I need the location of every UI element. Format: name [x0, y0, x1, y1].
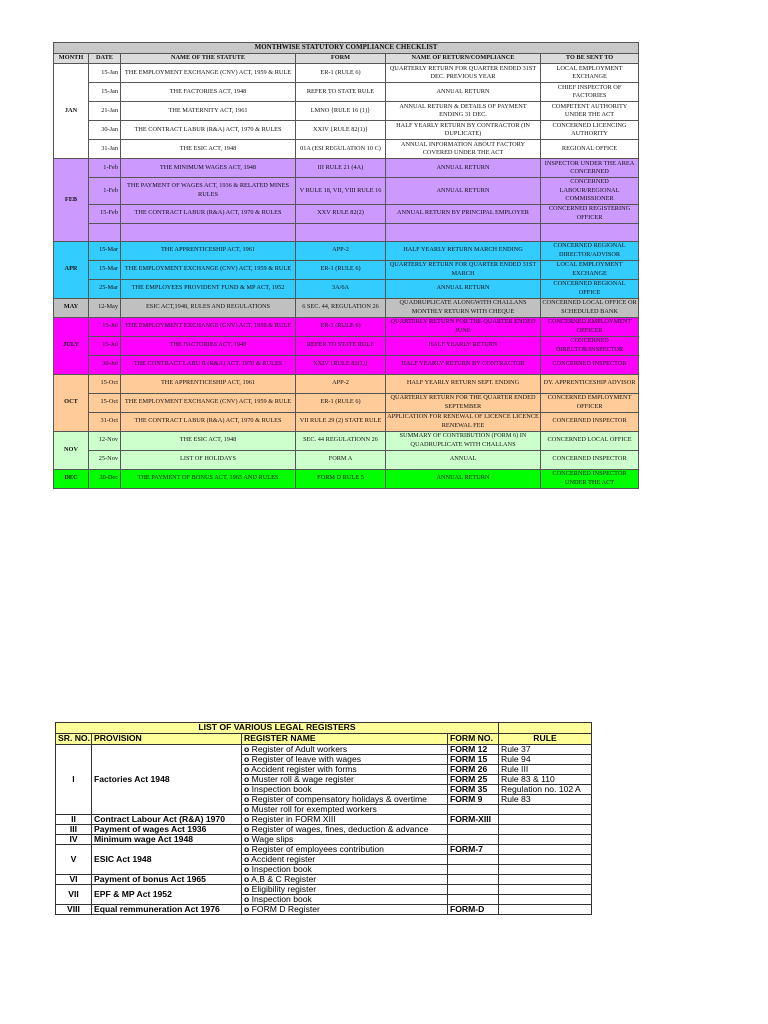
return-cell: ANNUAL RETURN	[386, 83, 541, 102]
rule-cell: Rule 83	[499, 795, 592, 805]
statute-cell: THE EMPLOYEES PROVIDENT FUND & MP ACT, 1952	[121, 279, 296, 298]
provision-cell: Payment of wages Act 1936	[92, 825, 242, 835]
return-cell: QUARTERLY RETURN FOR THE QUARTER ENDED SEPTEMBER	[386, 393, 541, 412]
register-row	[56, 875, 592, 885]
provision-cell: Factories Act 1948	[92, 745, 242, 815]
checklist-row	[54, 355, 639, 374]
register-name-text: Inspection book	[249, 864, 312, 875]
register-name-cell	[242, 815, 448, 825]
send-to-cell: LOCAL EMPLOYMENT EXCHANGE	[541, 260, 639, 279]
register-name-cell	[242, 905, 448, 915]
send-to-cell: LOCAL EMPLOYMENT EXCHANGE	[541, 64, 639, 83]
return-cell: HALF YEARLY RETURN SEPT. ENDING	[386, 374, 541, 393]
send-to-cell: CONCERNED LICENCING AUTHORITY	[541, 121, 639, 140]
checklist-row	[54, 204, 639, 223]
sr-no-cell: IV	[56, 835, 92, 845]
register-name-cell	[242, 755, 448, 765]
rule-cell	[499, 835, 592, 845]
form-cell: 6 SEC. 44, REGULATION 26	[296, 298, 386, 317]
statute-cell	[121, 223, 296, 241]
return-cell: ANNUAL RETURN BY PRINCIPAL EMPLOYER	[386, 204, 541, 223]
statute-cell: THE EMPLOYMENT EXCHANGE (CNV) ACT, 1959 & RULE	[121, 64, 296, 83]
send-to-cell: CONCERNED EMPLOYMENT OFFICER	[541, 317, 639, 336]
send-to-cell: CONCERNED INSPECTOR UNDER THE ACT	[541, 469, 639, 488]
bullet-marker: o	[244, 814, 250, 825]
header-sr-no: SR. NO.	[56, 734, 92, 745]
register-name-cell	[242, 795, 448, 805]
bullet-marker: o	[244, 754, 250, 765]
register-name-text: Wage slips	[249, 834, 294, 845]
rule-cell: Rule 83 & 110	[499, 775, 592, 785]
date-cell: 15-Mar	[89, 241, 121, 260]
checklist-row	[54, 336, 639, 355]
return-cell: SUMMARY OF CONTRIBUTION (FORM 6) IN QUADRUPLICATE WITH CHALLANS	[386, 431, 541, 450]
rule-cell	[499, 885, 592, 895]
register-name-cell	[242, 805, 448, 815]
send-to-cell: CONCERNED LOCAL OFFICE	[541, 431, 639, 450]
send-to-cell: CONCERNED INSPECTOR	[541, 450, 639, 469]
form-cell: VII RULE 29 (2) STATE RULE	[296, 412, 386, 431]
checklist-row	[54, 260, 639, 279]
statute-cell: THE APPRENTICESHIP ACT, 1961	[121, 241, 296, 260]
return-cell: QUARTERLY RETURN FOR QUARTER ENDED 31ST DEC. PREVIOUS YEAR	[386, 64, 541, 83]
month-cell: MAY	[54, 298, 89, 317]
date-cell: 31-Oct	[89, 412, 121, 431]
rule-cell: Rule 94	[499, 755, 592, 765]
form-no-cell: FORM 35	[448, 785, 499, 795]
return-cell: HALF YEARLY RETURN	[386, 336, 541, 355]
statute-cell: THE EMPLOYMENT EXCHANGE (CNV) ACT, 1959 & RULE	[121, 393, 296, 412]
register-name-text: Accident register	[249, 854, 316, 865]
date-cell: 30-Dec	[89, 469, 121, 488]
return-cell: ANNUAL INFORMATION ABOUT FACTORY COVERED UNDER THE ACT	[386, 140, 541, 159]
statute-cell: THE ESIC ACT, 1948	[121, 431, 296, 450]
checklist-row	[54, 83, 639, 102]
checklist-title: MONTHWISE STATUTORY COMPLIANCE CHECKLIST	[54, 43, 639, 54]
bullet-marker: o	[244, 864, 250, 875]
date-cell: 15-Mar	[89, 260, 121, 279]
register-row	[56, 815, 592, 825]
date-cell: 15-Jul	[89, 336, 121, 355]
send-to-cell: CONCERNED LABOUR/REGIONAL COMMISSIONER	[541, 178, 639, 205]
register-name-text: Register of employees contribution	[249, 844, 384, 855]
form-no-cell: FORM-D	[448, 905, 499, 915]
sr-no-cell: II	[56, 815, 92, 825]
header-send-to: TO BE SENT TO	[541, 54, 639, 64]
register-name-text: Muster roll & wage register	[249, 774, 354, 785]
register-row	[56, 825, 592, 835]
form-cell: ER-1 (RULE 6)	[296, 317, 386, 336]
sr-no-cell: I	[56, 745, 92, 815]
form-no-cell: FORM-7	[448, 845, 499, 855]
statute-cell: THE CONTRACT LABU R (R&A) ACT, 1970 & RULES	[121, 355, 296, 374]
send-to-cell: INSPECTOR UNDER THE AREA CONCERNED	[541, 159, 639, 178]
compliance-checklist-table	[53, 42, 639, 489]
checklist-row	[54, 450, 639, 469]
date-cell: 15-Oct	[89, 393, 121, 412]
month-cell: JULY	[54, 317, 89, 374]
send-to-cell: CONCERNED LOCAL OFFICE OR SCHEDULED BANK	[541, 298, 639, 317]
register-name-cell	[242, 875, 448, 885]
register-name-cell	[242, 865, 448, 875]
date-cell: 1-Feb	[89, 159, 121, 178]
return-cell: APPLICATION FOR RENEWAL OF LICENCE LICENCE RENEWAL FEE	[386, 412, 541, 431]
register-name-text: A,B & C Register	[249, 874, 317, 885]
month-cell: NOV	[54, 431, 89, 469]
form-no-cell: FORM 25	[448, 775, 499, 785]
register-name-text: Eligibility register	[249, 884, 317, 895]
sr-no-cell: VIII	[56, 905, 92, 915]
checklist-row	[54, 121, 639, 140]
checklist-row	[54, 102, 639, 121]
date-cell: 30-Jul	[89, 355, 121, 374]
register-name-cell	[242, 745, 448, 755]
form-no-cell	[448, 885, 499, 895]
register-row	[56, 845, 592, 855]
form-cell: ER-1 (RULE 6)	[296, 64, 386, 83]
bullet-marker: o	[244, 834, 250, 845]
rule-cell	[499, 815, 592, 825]
register-name-text: Register in FORM XIII	[249, 814, 336, 825]
checklist-row	[54, 223, 639, 241]
send-to-cell: CONCERNED INSPECTOR	[541, 412, 639, 431]
return-cell: HALF YEARLY RETURN BY CONTRACTOR	[386, 355, 541, 374]
registers-title-filler	[499, 723, 592, 734]
rule-cell	[499, 825, 592, 835]
register-name-text: Inspection book	[249, 784, 312, 795]
bullet-marker: o	[244, 884, 250, 895]
legal-registers-table	[55, 722, 592, 915]
register-name-cell	[242, 895, 448, 905]
register-name-cell	[242, 855, 448, 865]
register-name-cell	[242, 825, 448, 835]
return-cell: ANNUAL RETURN	[386, 178, 541, 205]
provision-cell: ESIC Act 1948	[92, 845, 242, 875]
checklist-row	[54, 431, 639, 450]
bullet-marker: o	[244, 774, 250, 785]
form-no-cell	[448, 805, 499, 815]
checklist-row	[54, 279, 639, 298]
date-cell: 15-Jan	[89, 83, 121, 102]
rule-cell	[499, 895, 592, 905]
register-name-cell	[242, 845, 448, 855]
form-cell: V RULE 18, VII, VIII RULE 16	[296, 178, 386, 205]
bullet-marker: o	[244, 824, 250, 835]
form-no-cell: FORM 12	[448, 745, 499, 755]
provision-cell: EPF & MP Act 1952	[92, 885, 242, 905]
sr-no-cell: III	[56, 825, 92, 835]
sr-no-cell: VI	[56, 875, 92, 885]
bullet-marker: o	[244, 794, 250, 805]
checklist-row	[54, 159, 639, 178]
register-name-text: Accident register with forms	[249, 764, 357, 775]
statute-cell: THE EMPLOYMENT EXCHANGE (CNV) ACT, 1959 & RULE	[121, 260, 296, 279]
register-name-text: Muster roll for exempted workers	[249, 804, 377, 815]
bullet-marker: o	[244, 894, 250, 905]
return-cell: ANNUAL RETURN	[386, 279, 541, 298]
statute-cell: THE PAYMENT OF WAGES ACT, 1936 & RELATED MINES RULES	[121, 178, 296, 205]
statute-cell: THE APPRENTICESHIP ACT, 1961	[121, 374, 296, 393]
send-to-cell: CONCERNED REGISTERING OFFICER	[541, 204, 639, 223]
form-cell: ER-1 (RULE 6)	[296, 260, 386, 279]
header-month: MONTH	[54, 54, 89, 64]
checklist-row	[54, 64, 639, 83]
form-cell: III RULE 21 (4A)	[296, 159, 386, 178]
form-cell: XXV RULE 82(2)	[296, 204, 386, 223]
register-name-text: Register of compensatory holidays & overtime	[249, 794, 427, 805]
date-cell: 25-Mar	[89, 279, 121, 298]
month-cell: JAN	[54, 64, 89, 159]
return-cell: ANNUAL RETURN	[386, 469, 541, 488]
rule-cell	[499, 865, 592, 875]
date-cell: 15-Oct	[89, 374, 121, 393]
return-cell: HALF YEARLY RETURN BY CONTRACTOR (IN DUPLICATE)	[386, 121, 541, 140]
checklist-row	[54, 178, 639, 205]
rule-cell	[499, 875, 592, 885]
return-cell: ANNUAL RETURN & DETAILS OF PAYMENT ENDING 31 DEC.	[386, 102, 541, 121]
bullet-marker: o	[244, 874, 250, 885]
form-no-cell	[448, 875, 499, 885]
form-no-cell: FORM-XIII	[448, 815, 499, 825]
rule-cell: Rule III	[499, 765, 592, 775]
statute-cell: THE ESIC ACT, 1948	[121, 140, 296, 159]
bullet-marker: o	[244, 804, 250, 815]
header-form-no: FORM NO.	[448, 734, 499, 745]
rule-cell	[499, 905, 592, 915]
date-cell: 21-Jan	[89, 102, 121, 121]
date-cell: 15-Jul	[89, 317, 121, 336]
rule-cell	[499, 805, 592, 815]
form-no-cell: FORM 15	[448, 755, 499, 765]
form-no-cell	[448, 855, 499, 865]
register-name-text: Inspection book	[249, 894, 312, 905]
month-cell: FEB	[54, 159, 89, 242]
month-cell: DEC	[54, 469, 89, 488]
register-row	[56, 835, 592, 845]
form-cell: LMNO {RULE 16 (1)}	[296, 102, 386, 121]
statute-cell: THE MINIMUM WAGES ACT, 1948	[121, 159, 296, 178]
form-cell: REFER TO STATE RULE	[296, 336, 386, 355]
bullet-marker: o	[244, 764, 250, 775]
statute-cell: THE MATERNITY ACT, 1961	[121, 102, 296, 121]
send-to-cell: CONCERNED DIRECTOR/INSPECTOR	[541, 336, 639, 355]
statute-cell: THE FACTORIES ACT, 1948	[121, 336, 296, 355]
form-no-cell	[448, 895, 499, 905]
form-cell: ER-1 (RULE 6)	[296, 393, 386, 412]
checklist-row	[54, 412, 639, 431]
return-cell	[386, 223, 541, 241]
date-cell: 1-Feb	[89, 178, 121, 205]
header-register-name: REGISTER NAME	[242, 734, 448, 745]
form-cell: APP-2	[296, 241, 386, 260]
statute-cell: ESIC ACT,1948, RULES AND REGULATIONS	[121, 298, 296, 317]
month-cell: OCT	[54, 374, 89, 431]
register-name-text: FORM D Register	[249, 904, 320, 915]
statute-cell: THE FACTORIES ACT, 1948	[121, 83, 296, 102]
send-to-cell: COMPETENT AUTHORITY UNDER THE ACT	[541, 102, 639, 121]
register-name-cell	[242, 785, 448, 795]
statute-cell: THE CONTRACT LABUR (R&A) ACT, 1970 & RULES	[121, 412, 296, 431]
register-row	[56, 905, 592, 915]
form-no-cell	[448, 865, 499, 875]
register-name-cell	[242, 775, 448, 785]
form-cell	[296, 223, 386, 241]
send-to-cell: CONCERNED INSPECTOR	[541, 355, 639, 374]
date-cell: 31-Jan	[89, 140, 121, 159]
date-cell: 25-Nov	[89, 450, 121, 469]
checklist-row	[54, 298, 639, 317]
checklist-row	[54, 393, 639, 412]
provision-cell: Payment of bonus Act 1965	[92, 875, 242, 885]
date-cell: 15-Jan	[89, 64, 121, 83]
header-date: DATE	[89, 54, 121, 64]
send-to-cell: CONCERNED EMPLOYMENT OFFICER	[541, 393, 639, 412]
bullet-marker: o	[244, 904, 250, 915]
register-row	[56, 885, 592, 895]
form-no-cell	[448, 835, 499, 845]
form-cell: FORM D RULE 5	[296, 469, 386, 488]
registers-body	[56, 745, 592, 915]
provision-cell: Contract Labour Act (R&A) 1970	[92, 815, 242, 825]
send-to-cell	[541, 223, 639, 241]
rule-cell	[499, 845, 592, 855]
return-cell: ANNUAL RETURN	[386, 159, 541, 178]
statute-cell: THE CONTRACT LABUR (R&A) ACT, 1970 & RULES	[121, 204, 296, 223]
checklist-row	[54, 469, 639, 488]
send-to-cell: CONCERNED REGIONAL OFFICE	[541, 279, 639, 298]
sr-no-cell: V	[56, 845, 92, 875]
register-name-text: Register of Adult workers	[249, 744, 348, 754]
form-cell: FORM A	[296, 450, 386, 469]
header-rule: RULE	[499, 734, 592, 745]
date-cell: 15-Feb	[89, 204, 121, 223]
form-cell: XXIV {RULE 82(1)}	[296, 121, 386, 140]
return-cell: QUADRUPLICATE ALONGWITH CHALLANS MONTHLY RETURN WITH CHEQUE	[386, 298, 541, 317]
header-statute: NAME OF THE STATUTE	[121, 54, 296, 64]
form-cell: SEC. 44 REGULATIONN 26	[296, 431, 386, 450]
form-cell: 3A/6A	[296, 279, 386, 298]
register-name-cell	[242, 765, 448, 775]
statute-cell: THE CONTRACT LABUR (R&A) ACT, 1970 & RULES	[121, 121, 296, 140]
checklist-row	[54, 317, 639, 336]
provision-cell: Equal remmuneration Act 1976	[92, 905, 242, 915]
form-cell: APP-2	[296, 374, 386, 393]
date-cell: 30-Jan	[89, 121, 121, 140]
return-cell: ANNUAL	[386, 450, 541, 469]
form-no-cell: FORM 26	[448, 765, 499, 775]
checklist-row	[54, 241, 639, 260]
header-form: FORM	[296, 54, 386, 64]
checklist-body	[54, 64, 639, 489]
bullet-marker: o	[244, 844, 250, 855]
checklist-row	[54, 374, 639, 393]
return-cell: HALF YEARLY RETURN MARCH ENDING	[386, 241, 541, 260]
send-to-cell: CONCERNED REGIONAL DIRECTOR/ADVISOR	[541, 241, 639, 260]
provision-cell: Minimum wage Act 1948	[92, 835, 242, 845]
send-to-cell: CHIEF INSPECTOR OF FACTORIES	[541, 83, 639, 102]
register-row	[56, 745, 592, 755]
bullet-marker: o	[244, 744, 250, 754]
header-provision: PROVISION	[92, 734, 242, 745]
form-no-cell: FORM 9	[448, 795, 499, 805]
bullet-marker: o	[244, 854, 250, 865]
statute-cell: LIST OF HOLIDAYS	[121, 450, 296, 469]
sr-no-cell: VII	[56, 885, 92, 905]
rule-cell: Regulation no. 102 A	[499, 785, 592, 795]
send-to-cell: DY. APPRENTICESHIP ADVISOR	[541, 374, 639, 393]
statute-cell: THE EMPLOYMENT EXCHANGE (CNV) ACT, 1959 & RULE	[121, 317, 296, 336]
register-name-cell	[242, 885, 448, 895]
register-name-text: Register of leave with wages	[249, 754, 362, 765]
date-cell: 12-May	[89, 298, 121, 317]
statute-cell: THE PAYMENT OF BONUS ACT, 1965 AND RULES	[121, 469, 296, 488]
return-cell: QUARTERLY RETURN FOR QUARTER ENDED 31ST MARCH	[386, 260, 541, 279]
return-cell: QUARTERLY RETURN FOR THE QUARTER ENDED JUNE	[386, 317, 541, 336]
registers-title: LIST OF VARIOUS LEGAL REGISTERS	[56, 723, 499, 734]
date-cell	[89, 223, 121, 241]
checklist-row	[54, 140, 639, 159]
register-name-cell	[242, 835, 448, 845]
date-cell: 12-Nov	[89, 431, 121, 450]
rule-cell	[499, 855, 592, 865]
form-cell: REFER TO STATE RULE	[296, 83, 386, 102]
form-cell: XXIV {RULE 82(1)}	[296, 355, 386, 374]
form-no-cell	[448, 825, 499, 835]
send-to-cell: REGIONAL OFFICE	[541, 140, 639, 159]
month-cell: APR	[54, 241, 89, 298]
header-return: NAME OF RETURN/COMPLIANCE	[386, 54, 541, 64]
form-cell: 01A (ESI REGULATION 10 C)	[296, 140, 386, 159]
rule-cell: Rule 37	[499, 745, 592, 755]
register-name-text: Register of wages, fines, deduction & advance	[249, 824, 429, 835]
bullet-marker: o	[244, 784, 250, 795]
